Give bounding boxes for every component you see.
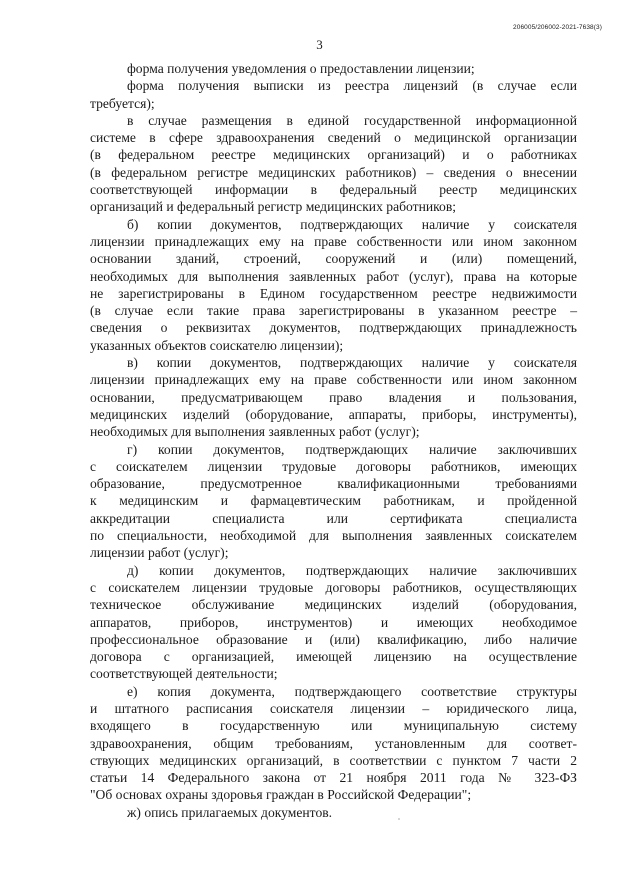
text-line: не зарегистрированы в Едином государственном реестре недвижимости [90, 285, 577, 301]
text-line: необходимых для выполнения заявленных работ (услуг); [90, 424, 420, 440]
text-line: в случае размещения в единой государственной информационной [127, 112, 577, 128]
text-line: аккредитации специалиста или сертификата специалиста [90, 510, 577, 526]
text-line: техническое обслуживание медицинских изделий (оборудования, [90, 597, 577, 613]
paragraph [90, 441, 577, 562]
text-line: в) копии документов, подтверждающих наличие у соискателя [127, 355, 577, 371]
text-line: организаций и федеральный регистр медицинских работников; [90, 199, 457, 215]
text-line: профессиональное образование и (или) квалификацию, либо наличие [90, 631, 577, 647]
text-line: образование, предусмотренное квалификационными требованиями [90, 476, 577, 492]
text-line: системе в сфере здравоохранения сведений о медицинской организации [90, 130, 577, 146]
text-line: основании зданий, строений, сооружений и (или) помещений, [90, 251, 577, 267]
text-line: лицензии работ (услуг); [90, 545, 229, 561]
paragraph [90, 562, 577, 683]
text-line: основании, предусматривающем право владения и пользования, [90, 389, 577, 405]
text-line: медицинских изделий (оборудование, аппараты, приборы, инструменты), [90, 406, 577, 422]
text-line: необходимых для выполнения заявленных работ (услуг), права на которые [90, 268, 577, 284]
text-line: лицензии принадлежащих ему на праве собственности или ином законном [90, 233, 577, 249]
text-line: входящего в государственную или муниципальную систему [90, 718, 577, 734]
text-line: ж) опись прилагаемых документов. [127, 804, 333, 820]
text-line: здравоохранения, общим требованиям, установленным для соответ- [90, 735, 577, 751]
text-line: статьи 14 Федерального закона от 21 ноября 2011 года № 323-ФЗ [90, 770, 577, 786]
text-line: соответствующей деятельности; [90, 666, 278, 682]
text-line: (в случае если такие права зарегистрированы в указанном реестре – [90, 303, 577, 319]
paragraph [90, 354, 577, 440]
text-line: соответствующей информации в федеральный реестр медицинских [90, 182, 577, 198]
paragraph [90, 804, 577, 821]
paragraph [90, 77, 577, 112]
text-line: ствующих медицинских организаций, в соответствии с пунктом 7 части 2 [90, 752, 577, 768]
paragraph [90, 112, 577, 216]
text-line: лицензии принадлежащих ему на праве собственности или ином законном [90, 372, 577, 388]
paragraph [90, 60, 577, 77]
text-line: по специальности, необходимой для выполнения заявленных соискателем [90, 528, 577, 544]
paragraph [90, 683, 577, 804]
text-line: (в федеральном реестре медицинских организаций) и о работниках [90, 147, 577, 163]
text-line: аппаратов, приборов, инструментов) и имеющих необходимое [90, 614, 577, 630]
paragraph [90, 216, 577, 354]
text-line: указанных объектов соискателю лицензии); [90, 337, 344, 353]
text-line: форма получения выписки из реестра лицензий (в случае если [127, 78, 577, 94]
text-line: к медицинским и фармацевтическим работникам, и пройденной [90, 493, 577, 509]
scan-speck [398, 818, 400, 820]
text-line: (в федеральном регистре медицинских работников) – сведения о внесении [90, 164, 577, 180]
page-number: 3 [316, 37, 323, 52]
text-line: договора с организацией, имеющей лицензию на осуществление [90, 649, 577, 665]
document-code: 206005/206002-2021-7638(3) [513, 24, 602, 31]
text-line: е) копия документа, подтверждающего соответствие структуры [127, 683, 577, 699]
text-line: и штатного расписания соискателя лицензии – юридического лица, [90, 700, 577, 716]
text-line: д) копии документов, подтверждающих наличие заключивших [127, 562, 577, 578]
text-line: с соискателем лицензии трудовые договоры работников, имеющих [90, 458, 577, 474]
text-line: "Об основах охраны здоровья граждан в Российской Федерации"; [90, 787, 472, 803]
text-line: г) копии документов, подтверждающих наличие заключивших [127, 441, 577, 457]
text-line: б) копии документов, подтверждающих наличие у соискателя [127, 216, 577, 232]
text-line: форма получения уведомления о предоставлении лицензии; [127, 61, 475, 76]
text-line: с соискателем лицензии трудовые договоры работников, осуществляющих [90, 579, 577, 595]
text-line: сведения о реквизитах документов, подтверждающих принадлежность [90, 320, 577, 336]
document-body [90, 60, 577, 821]
text-line: требуется); [90, 95, 155, 111]
